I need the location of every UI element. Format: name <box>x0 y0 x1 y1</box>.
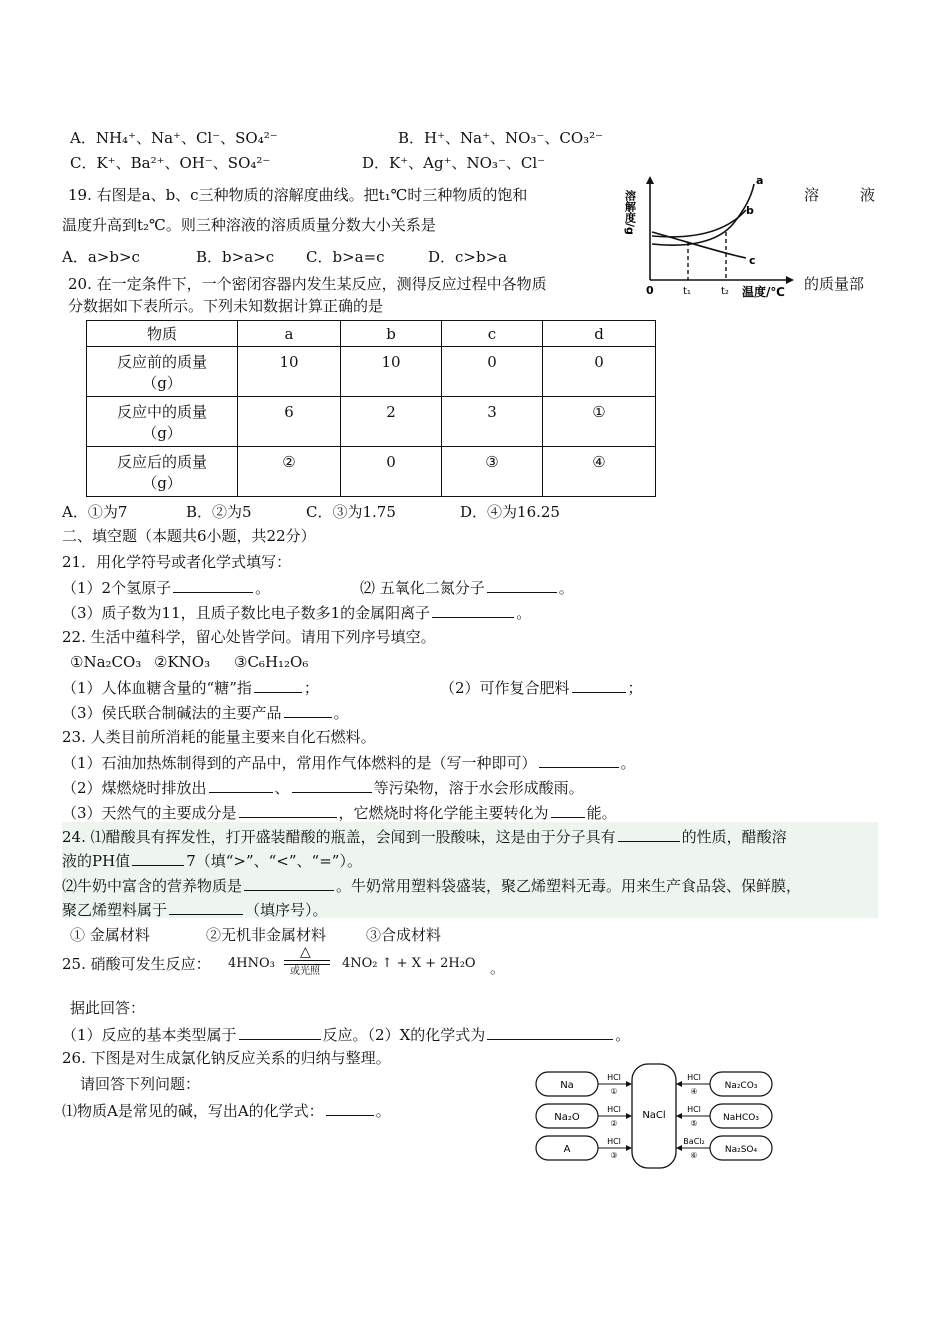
row-label: 反应前的质量 （g） <box>87 347 238 397</box>
q21-part3: （3）质子数为11，且质子数比电子数多1的金属阳离子 。 <box>62 604 532 622</box>
reagent-3: HCl <box>607 1137 621 1146</box>
table-cell: ④ <box>543 447 656 497</box>
q24-line1: 24. ⑴醋酸具有挥发性，打开盛装醋酸的瓶盖，会闻到一股酸味，这是由于分子具有 的性质，醋酸溶 <box>62 828 787 846</box>
solubility-chart <box>623 172 798 300</box>
table-cell: 3 <box>442 397 543 447</box>
node-na2so4-label: Na₂SO₄ <box>724 1145 758 1155</box>
q19-stem-tail-a: 溶 <box>804 186 820 204</box>
q18-option-c: C．K⁺、Ba²⁺、OH⁻、SO₄²⁻ <box>70 154 271 172</box>
table-cell: 10 <box>238 347 341 397</box>
table-header-cell: d <box>543 321 656 347</box>
q22-stem: 22. 生活中蕴科学，留心处皆学问。请用下列序号填空。 <box>62 628 436 646</box>
table-header-cell: 物质 <box>87 321 238 347</box>
table-cell: 0 <box>543 347 656 397</box>
q22-part3: （3）侯氏联合制碱法的主要产品 。 <box>62 704 349 722</box>
q21-part1: （1）2个氢原子 。 <box>62 579 271 597</box>
reagent-5: HCl <box>687 1105 701 1114</box>
num-3: ③ <box>610 1151 618 1160</box>
table-cell: ① <box>543 397 656 447</box>
table-row <box>87 347 656 397</box>
q20-stem-line2: 分数据如下表所示。下列未知数据计算正确的是 <box>68 297 384 315</box>
table-header-cell: c <box>442 321 543 347</box>
q26-intro: 请回答下列问题： <box>80 1075 201 1093</box>
q18-option-d: D．K⁺、Ag⁺、NO₃⁻、Cl⁻ <box>362 154 546 172</box>
q22-item: ①Na₂CO₃ <box>70 653 142 671</box>
q19-option-d: D．c>b>a <box>428 248 508 266</box>
node-na2co3-label: Na₂CO₃ <box>724 1081 758 1091</box>
q25-parts: （1）反应的基本类型属于 反应。（2）X的化学式为 。 <box>62 1026 631 1044</box>
q20-data-table <box>86 320 656 497</box>
num-6: ⑥ <box>690 1151 698 1160</box>
q19-stem-tail-b: 液 <box>860 186 876 204</box>
nacl-reaction-diagram <box>530 1060 780 1172</box>
arrow-1-head-icon <box>626 1081 632 1087</box>
q20-stem-tail: 的质量部 <box>804 275 865 293</box>
arrow-3-head-icon <box>626 1145 632 1151</box>
table-cell: 10 <box>341 347 442 397</box>
arrow-6-head-icon <box>676 1145 682 1151</box>
q25-condition-light: 或光照 <box>290 966 320 977</box>
q23-part2: （2）煤燃烧时排放出 、 等污染物，溶于水会形成酸雨。 <box>62 779 584 797</box>
q20-stem-line1: 20. 在一定条件下，一个密闭容器内发生某反应，测得反应过程中各物质 <box>68 275 547 293</box>
q20-option-c: C．③为1.75 <box>306 503 396 521</box>
q25-reactant: 4HNO₃ <box>228 956 275 971</box>
q25-intro: 据此回答： <box>70 999 146 1017</box>
node-nahco3-label: NaHCO₃ <box>723 1113 759 1123</box>
q24-option: ③合成材料 <box>366 926 442 944</box>
curve-a-label: a <box>756 174 764 187</box>
x-axis-arrow-icon <box>786 276 794 284</box>
arrow-5-head-icon <box>676 1113 682 1119</box>
table-row <box>87 397 656 447</box>
q24-line3: ⑵牛奶中富含的营养物质是 。牛奶常用塑料袋盛装，聚乙烯塑料无毒。用来生产食品袋、保鲜膜， <box>62 877 802 895</box>
arrow-4-head-icon <box>676 1081 682 1087</box>
q18-option-b: B．H⁺、Na⁺、NO₃⁻、CO₃²⁻ <box>398 129 604 147</box>
q21-part2: ⑵ 五氧化二氮分子 。 <box>360 579 574 597</box>
origin-label: 0 <box>646 284 654 297</box>
table-cell: 0 <box>341 447 442 497</box>
t2-label: t₂ <box>721 286 729 297</box>
q24-line2: 液的PH值 7（填“>”、“<”、“=”）。 <box>62 852 362 870</box>
q26-part1: ⑴物质A是常见的碱，写出A的化学式： 。 <box>62 1102 391 1120</box>
q19-stem-line1: 19. 右图是a、b、c三种物质的溶解度曲线。把t₁℃时三种物质的饱和 <box>68 186 528 204</box>
table-cell: 0 <box>442 347 543 397</box>
q23-part3: （3）天然气的主要成分是 ，它燃烧时将化学能主要转化为 能。 <box>62 804 617 822</box>
q18-option-a: A．NH₄⁺、Na⁺、Cl⁻、SO₄²⁻ <box>70 129 278 147</box>
row-label: 反应后的质量 （g） <box>87 447 238 497</box>
q25-end: 。 <box>490 959 506 977</box>
table-cell: ③ <box>442 447 543 497</box>
curve-c-label: c <box>749 254 756 267</box>
curve-b-label: b <box>746 204 754 217</box>
q25-arrow-line-top <box>284 960 330 961</box>
q19-stem-line2: 温度升高到t₂℃。则三种溶液的溶质质量分数大小关系是 <box>62 216 436 234</box>
q23-part1: （1）石油加热炼制得到的产品中，常用作气体燃料的是（写一种即可） 。 <box>62 754 636 772</box>
q26-stem: 26. 下图是对生成氯化钠反应关系的归纳与整理。 <box>62 1049 391 1067</box>
reagent-4: HCl <box>687 1073 701 1082</box>
nacl-label: NaCl <box>642 1110 666 1121</box>
q20-option-a: A．①为7 <box>62 503 128 521</box>
table-cell: 2 <box>341 397 442 447</box>
num-1: ① <box>610 1087 618 1096</box>
q19-option-b: B．b>a>c <box>196 248 275 266</box>
q22-item: ③C₆H₁₂O₆ <box>234 653 309 671</box>
q19-option-c: C．b>a=c <box>306 248 385 266</box>
table-header-cell: b <box>341 321 442 347</box>
section-title: 二、填空题（本题共6小题，共22分） <box>62 527 316 545</box>
q25-condition-heat-icon: △ <box>300 944 311 960</box>
q24-line4: 聚乙烯塑料属于 （填序号）。 <box>62 901 328 919</box>
num-2: ② <box>610 1119 618 1128</box>
q21-stem: 21．用化学符号或者化学式填写： <box>62 553 292 571</box>
q24-option: ① 金属材料 <box>70 926 150 944</box>
curve-b <box>652 210 746 237</box>
reagent-2: HCl <box>607 1105 621 1114</box>
reagent-1: HCl <box>607 1073 621 1082</box>
node-a-label: A <box>563 1144 571 1155</box>
q25-products: 4NO₂ ↑ + X + 2H₂O <box>342 956 476 971</box>
arrow-2-head-icon <box>626 1113 632 1119</box>
row-label: 反应中的质量 （g） <box>87 397 238 447</box>
q19-option-a: A．a>b>c <box>62 248 140 266</box>
node-na2o-label: Na₂O <box>554 1112 580 1123</box>
table-cell: ② <box>238 447 341 497</box>
q20-option-b: B．②为5 <box>186 503 252 521</box>
reagent-6: BaCl₂ <box>683 1137 705 1146</box>
num-5: ⑤ <box>690 1119 698 1128</box>
table-header-cell: a <box>238 321 341 347</box>
num-4: ④ <box>690 1087 698 1096</box>
q20-option-d: D．④为16.25 <box>460 503 560 521</box>
q22-item: ②KNO₃ <box>154 653 211 671</box>
q25-arrow-line-bottom <box>284 964 330 965</box>
q22-part1: （1）人体血糖含量的“糖”指 ； <box>62 679 319 697</box>
x-axis-label: 温度/℃ <box>742 285 785 299</box>
q25-stem: 25. 硝酸可发生反应： <box>62 955 211 973</box>
table-row <box>87 447 656 497</box>
q24-option: ②无机非金属材料 <box>206 926 327 944</box>
node-na-label: Na <box>560 1080 574 1091</box>
q23-stem: 23. 人类目前所消耗的能量主要来自化石燃料。 <box>62 728 376 746</box>
y-axis-arrow-icon <box>646 176 654 184</box>
q22-part2: （2）可作复合肥料 ； <box>440 679 643 697</box>
y-axis-label: 溶解度/g <box>623 190 637 235</box>
t1-label: t₁ <box>683 286 691 297</box>
table-cell: 6 <box>238 397 341 447</box>
